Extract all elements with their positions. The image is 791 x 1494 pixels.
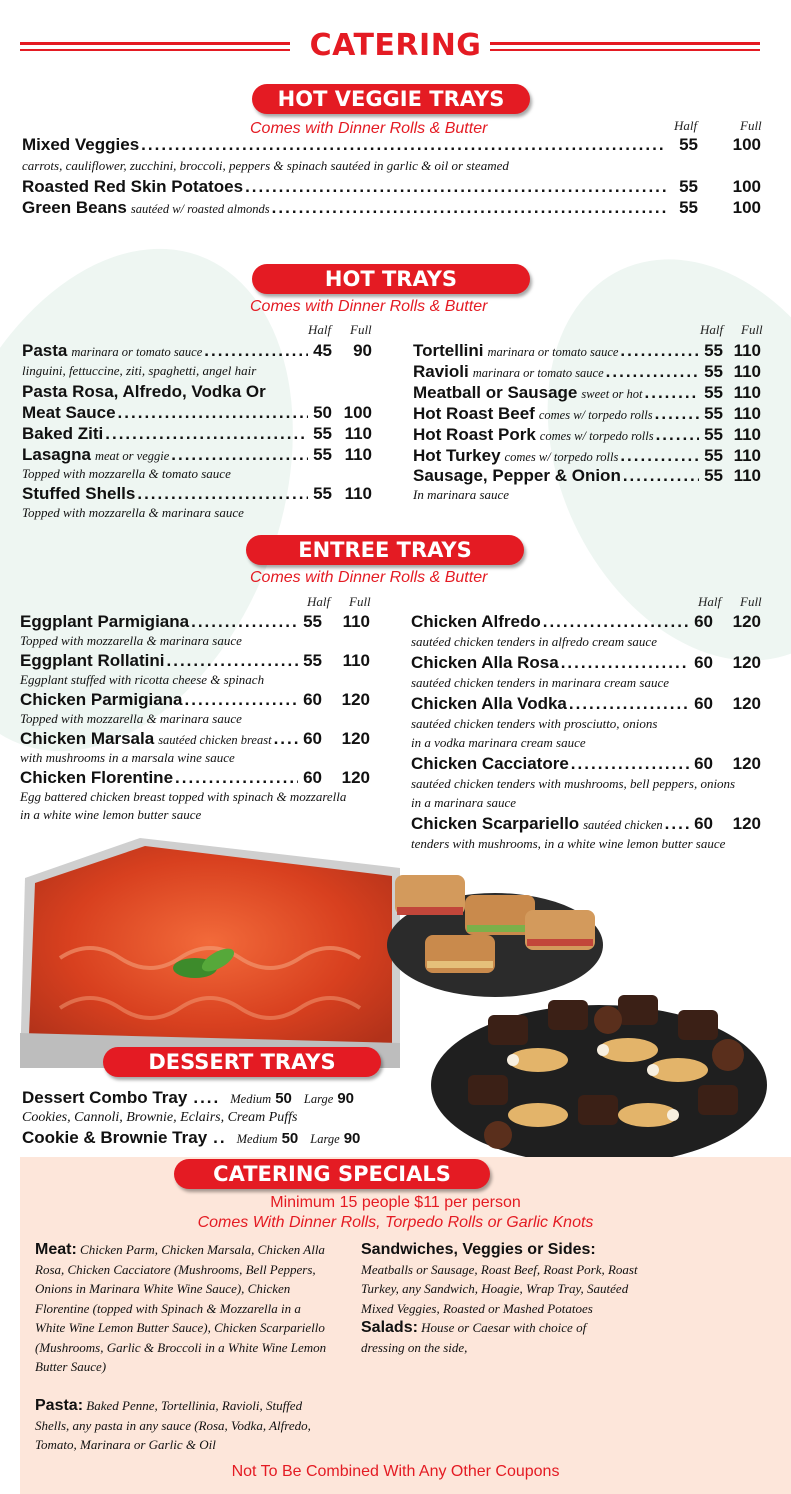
item-name: Chicken Alla Rosa <box>411 653 559 672</box>
half-price: 55 <box>704 383 723 402</box>
dot-leader <box>620 341 699 361</box>
menu-item <box>20 768 370 788</box>
full-price: 110 <box>342 651 370 670</box>
dot-leader <box>137 484 308 504</box>
full-price: 110 <box>342 612 370 631</box>
specials-meat <box>35 1240 330 1377</box>
item-note: marinara or tomato sauce <box>472 366 604 380</box>
half-label: Half <box>674 118 698 133</box>
dot-leader <box>656 425 699 445</box>
menu-item <box>20 651 370 671</box>
full-price: 120 <box>732 754 761 773</box>
half-price: 60 <box>694 612 713 631</box>
hot-trays-subtitle: Comes with Dinner Rolls & Butter <box>250 298 488 315</box>
size-label: Large <box>303 1092 334 1106</box>
item-description: sautéed chicken tenders in marinara cream sauce <box>411 675 670 690</box>
menu-item <box>411 653 761 673</box>
menu-item-stuffed-shells <box>22 484 372 504</box>
item-name: Eggplant Parmigiana <box>20 612 190 631</box>
specials-minimum: Minimum 15 people $11 per person <box>270 1194 521 1211</box>
full-price: 110 <box>733 425 761 444</box>
item-description: in a vodka marinara cream sauce <box>411 735 586 750</box>
half-price: 55 <box>313 445 332 464</box>
full-price: 110 <box>733 362 761 381</box>
sandwiches-label: Sandwiches, Veggies or Sides: <box>361 1241 596 1258</box>
full-price: 110 <box>733 446 761 465</box>
item-description: carrots, cauliflower, zucchini, broccoli, peppers & spinach sautéed in garlic & oil or steamed <box>22 158 509 173</box>
specials-includes: Comes With Dinner Rolls, Torpedo Rolls or Garlic Knots <box>197 1214 594 1231</box>
dot-leader <box>105 424 308 444</box>
full-price: 110 <box>733 466 761 485</box>
item-note: comes w/ torpedo rolls <box>538 408 653 422</box>
item-name: Stuffed Shells <box>22 484 136 503</box>
item-description: Topped with mozzarella & marinara sauce <box>20 633 242 648</box>
half-price: 55 <box>704 362 723 381</box>
dessert-heading: DESSERT TRAYS <box>103 1047 381 1077</box>
dot-leader: .... <box>193 1088 221 1107</box>
menu-item <box>20 729 370 749</box>
item-name: Chicken Parmigiana <box>20 690 183 709</box>
menu-item-meat-sauce <box>22 403 372 423</box>
menu-item <box>20 690 370 710</box>
menu-item-dessert-combo <box>22 1088 402 1108</box>
menu-item <box>413 362 761 382</box>
specials-sandwiches <box>361 1240 661 1318</box>
item-name: Baked Ziti <box>22 424 104 443</box>
item-name: Roasted Red Skin Potatoes <box>22 177 244 196</box>
full-price: 110 <box>733 341 761 360</box>
half-price: 55 <box>303 612 322 631</box>
lasagna-illustration <box>20 838 400 1068</box>
menu-item-cookie-brownie <box>22 1128 402 1148</box>
menu-item <box>411 612 761 632</box>
item-name: Green Beans <box>22 198 127 217</box>
full-price: 120 <box>341 690 370 709</box>
item-name: Pasta Rosa, Alfredo, Vodka Or <box>22 382 266 401</box>
half-price: 55 <box>679 198 698 217</box>
dot-leader <box>665 814 689 834</box>
full-price: 100 <box>732 198 761 217</box>
meat-text: Chicken Parm, Chicken Marsala, Chicken Alla Rosa, Chicken Cacciatore (Mushrooms, Bell Peppers, Onions in Marinara White Wine Sauce), Chicken Florentine (topped with Spinach & Mozzarella in a White Wine Lemon Butter Sauce), Chicken Scarpariello (Mushrooms, Garlic & Broccoli in a White Wine Lemon Butter Sauce) <box>35 1242 327 1374</box>
dot-leader <box>204 341 308 361</box>
dot-leader <box>171 445 308 465</box>
salads-text: House or Caesar with choice of dressing on the side, <box>361 1320 587 1355</box>
menu-item-pasta-rosa <box>22 382 372 402</box>
dot-leader <box>118 403 308 423</box>
salads-label: Salads: <box>361 1319 418 1336</box>
medium-price: 50 <box>275 1090 292 1107</box>
item-description: in a marinara sauce <box>411 795 517 810</box>
item-note: comes w/ torpedo rolls <box>504 450 619 464</box>
full-label: Full <box>740 594 762 609</box>
menu-item <box>411 814 761 834</box>
lasagna-tray-photo <box>20 838 400 1068</box>
dot-leader <box>655 404 699 424</box>
half-price: 60 <box>694 653 713 672</box>
full-price: 110 <box>344 445 372 464</box>
item-note: marinara or tomato sauce <box>487 345 619 359</box>
item-name: Dessert Combo Tray <box>22 1088 188 1107</box>
item-name: Cookie & Brownie Tray <box>22 1128 208 1147</box>
full-price: 100 <box>732 177 761 196</box>
pasta-text: Baked Penne, Tortellinia, Ravioli, Stuffed Shells, any pasta in any sauce (Rosa, Vodka, Alfredo, Tomato, Marinara or Garlic & Oil <box>35 1398 311 1452</box>
item-name: Tortellini <box>413 341 484 360</box>
full-label: Full <box>740 118 762 133</box>
item-note: sautéed chicken breast <box>158 733 272 747</box>
dot-leader <box>561 653 689 673</box>
item-name: Chicken Alfredo <box>411 612 541 631</box>
item-name: Hot Roast Pork <box>413 425 536 444</box>
item-name: Chicken Alla Vodka <box>411 694 567 713</box>
dot-leader <box>185 690 298 710</box>
item-name: Chicken Cacciatore <box>411 754 569 773</box>
half-price: 55 <box>313 484 332 503</box>
item-description: linguini, fettuccine, ziti, spaghetti, angel hair <box>22 363 257 378</box>
half-price: 60 <box>303 729 322 748</box>
item-description: Egg battered chicken breast topped with spinach & mozzarella <box>20 789 347 804</box>
menu-item <box>20 612 370 632</box>
hot-veggie-heading: HOT VEGGIE TRAYS <box>252 84 530 114</box>
size-label: Medium <box>236 1132 278 1146</box>
full-label: Full <box>350 322 372 337</box>
dot-leader <box>623 466 699 486</box>
entree-heading: ENTREE TRAYS <box>246 535 524 565</box>
menu-item <box>411 754 761 774</box>
item-name: Hot Roast Beef <box>413 404 535 423</box>
item-description: Topped with mozzarella & tomato sauce <box>22 466 231 481</box>
item-note: meat or veggie <box>94 449 170 463</box>
half-price: 55 <box>303 651 322 670</box>
half-label: Half <box>700 322 724 337</box>
size-label: Large <box>310 1132 340 1146</box>
sandwiches-text: Meatballs or Sausage, Roast Beef, Roast Pork, Roast Turkey, any Sandwich, Hoagie, Wrap Tray, Sautéed Mixed Veggies, Roasted or Mashed Potatoes <box>361 1261 638 1316</box>
item-name: Hot Turkey <box>413 446 501 465</box>
menu-item-baked-ziti <box>22 424 372 444</box>
item-note: comes w/ torpedo rolls <box>539 429 654 443</box>
half-price: 55 <box>679 135 698 154</box>
menu-item-pasta <box>22 341 372 361</box>
dot-leader <box>141 135 666 155</box>
dot-leader <box>274 729 298 749</box>
entree-subtitle: Comes with Dinner Rolls & Butter <box>250 569 488 586</box>
full-price: 120 <box>341 768 370 787</box>
item-description: in a white wine lemon butter sauce <box>20 807 202 822</box>
specials-pasta <box>35 1396 330 1455</box>
pasta-label: Pasta: <box>35 1397 84 1414</box>
item-name: Eggplant Rollatini <box>20 651 165 670</box>
dot-leader <box>620 446 699 466</box>
menu-item <box>413 425 761 445</box>
full-price: 120 <box>732 814 761 833</box>
item-name: Chicken Florentine <box>20 768 174 787</box>
menu-item-roasted-potatoes <box>22 177 761 197</box>
full-price: 120 <box>341 729 370 748</box>
dot-leader <box>272 198 666 218</box>
large-price: 90 <box>337 1090 354 1107</box>
full-price: 110 <box>344 424 372 443</box>
half-label: Half <box>698 594 722 609</box>
item-name: Meat Sauce <box>22 403 116 422</box>
half-price: 60 <box>303 690 322 709</box>
menu-item <box>411 694 761 714</box>
full-price: 100 <box>343 403 372 422</box>
item-note: marinara or tomato sauce <box>71 345 203 359</box>
half-price: 55 <box>704 446 723 465</box>
menu-item-mixed-veggies <box>22 135 761 155</box>
dot-leader <box>191 612 298 632</box>
full-price: 110 <box>733 383 761 402</box>
page-title: CATERING <box>309 28 482 63</box>
full-price: 90 <box>353 341 372 360</box>
dot-leader <box>645 383 700 403</box>
item-description: Topped with mozzarella & marinara sauce <box>22 505 244 520</box>
item-note: sweet or hot <box>581 387 643 401</box>
half-price: 50 <box>313 403 332 422</box>
full-price: 120 <box>732 653 761 672</box>
half-price: 55 <box>313 424 332 443</box>
large-price: 90 <box>343 1130 361 1147</box>
item-description: sautéed chicken tenders in alfredo cream sauce <box>411 634 657 649</box>
menu-item <box>413 446 761 466</box>
specials-heading: CATERING SPECIALS <box>174 1159 490 1189</box>
coupon-disclaimer: Not To Be Combined With Any Other Coupons <box>231 1463 560 1480</box>
item-note: sautéed chicken <box>583 818 663 832</box>
half-price: 60 <box>694 814 713 833</box>
dot-leader <box>167 651 299 671</box>
item-description: Cookies, Cannoli, Brownie, Eclairs, Cream Puffs <box>22 1110 298 1125</box>
item-name: Chicken Marsala <box>20 729 155 748</box>
half-price: 60 <box>303 768 322 787</box>
hot-veggie-subtitle: Comes with Dinner Rolls & Butter <box>250 120 488 137</box>
item-description: with mushrooms in a marsala wine sauce <box>20 750 235 765</box>
menu-item-green-beans <box>22 198 761 218</box>
item-description: sautéed chicken tenders with mushrooms, bell peppers, onions <box>411 776 736 791</box>
full-price: 100 <box>732 135 761 154</box>
menu-item <box>413 404 761 424</box>
meat-label: Meat: <box>35 1241 77 1258</box>
full-price: 110 <box>344 484 372 503</box>
item-name: Lasagna <box>22 445 91 464</box>
full-label: Full <box>741 322 763 337</box>
full-price: 110 <box>733 404 761 423</box>
half-price: 55 <box>704 466 723 485</box>
half-label: Half <box>308 322 332 337</box>
half-price: 55 <box>704 404 723 423</box>
menu-item-lasagna <box>22 445 372 465</box>
dessert-tray-photo <box>428 975 770 1157</box>
item-name: Ravioli <box>413 362 469 381</box>
full-price: 120 <box>732 612 761 631</box>
medium-price: 50 <box>281 1130 299 1147</box>
item-description: Eggplant stuffed with ricotta cheese & spinach <box>20 672 265 687</box>
menu-item <box>413 466 761 486</box>
dessert-illustration <box>428 975 770 1157</box>
menu-item <box>413 383 761 403</box>
dot-leader <box>175 768 298 788</box>
specials-salads <box>361 1318 631 1357</box>
item-note: sautéed w/ roasted almonds <box>130 202 270 216</box>
dot-leader <box>571 754 689 774</box>
dot-leader <box>543 612 689 632</box>
half-label: Half <box>307 594 331 609</box>
half-price: 45 <box>313 341 332 360</box>
size-label: Medium <box>230 1092 272 1106</box>
item-description: sautéed chicken tenders with prosciutto, onions <box>411 716 658 731</box>
dot-leader <box>606 362 699 382</box>
item-name: Pasta <box>22 341 68 360</box>
item-description: tenders with mushrooms, in a white wine lemon butter sauce <box>411 836 726 851</box>
dot-leader <box>569 694 689 714</box>
item-description: Topped with mozzarella & marinara sauce <box>20 711 242 726</box>
item-description: In marinara sauce <box>413 487 510 502</box>
half-price: 60 <box>694 754 713 773</box>
half-price: 55 <box>704 425 723 444</box>
half-price: 60 <box>694 694 713 713</box>
item-name: Meatball or Sausage <box>413 383 578 402</box>
item-name: Mixed Veggies <box>22 135 140 154</box>
item-name: Sausage, Pepper & Onion <box>413 466 621 485</box>
dot-leader <box>245 177 666 197</box>
dot-leader: .. <box>213 1128 227 1147</box>
half-price: 55 <box>679 177 698 196</box>
full-label: Full <box>349 594 371 609</box>
hot-trays-heading: HOT TRAYS <box>252 264 530 294</box>
full-price: 120 <box>732 694 761 713</box>
half-price: 55 <box>704 341 723 360</box>
item-name: Chicken Scarpariello <box>411 814 580 833</box>
menu-item <box>413 341 761 361</box>
